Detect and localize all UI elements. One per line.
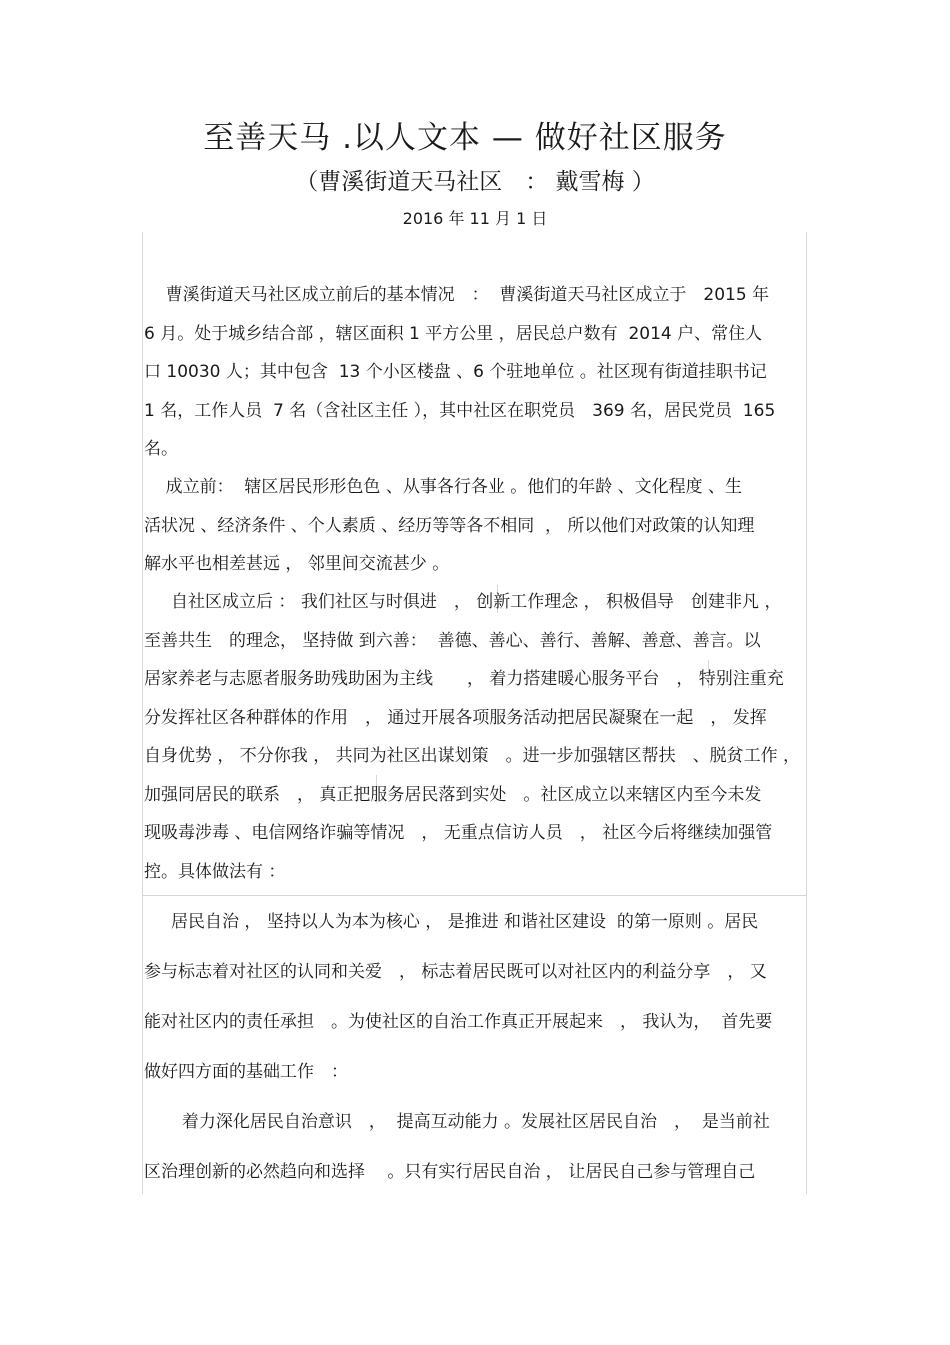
text-line: 能对社区内的责任承担 。为使社区的自治工作真正开展起来 ， 我认为， 首先要	[144, 1012, 773, 1032]
paragraph-basic-info	[144, 276, 808, 469]
text-line: 居家养老与志愿者服务助残助困为主线 ， 着力搭建暖心服务平台 ， 特别注重充	[144, 669, 784, 689]
text-line: 成立前： 辖区居民形形色色 、从事各行各业 。他们的年龄 、文化程度 、生	[144, 477, 743, 497]
text-line: 至善共生 的理念， 坚持做 到六善： 善德、善心、善行、善解、善意、善言。以	[144, 630, 761, 651]
paragraph-after	[144, 583, 808, 891]
text-line: 居民自治 ， 坚持以人为本为核心 ， 是推进 和谐社区建设 的第一原则 。居民	[144, 912, 759, 932]
paragraph-before	[144, 468, 808, 584]
text-line: 区治理创新的必然趋向和选择 。只有实行居民自治 ， 让居民自己参与管理自己	[144, 1162, 756, 1182]
text-line: 6 月。处于城乡结合部 ，辖区面积 1 平方公里 ，居民总户数有 2014 户、常住人	[144, 323, 763, 344]
text-line: 分发挥社区各种群体的作用 ， 通过开展各项服务活动把居民凝聚在一起 ， 发挥	[144, 707, 767, 728]
text-line: 做好四方面的基础工作 ：	[144, 1062, 348, 1082]
frame-line-left	[142, 232, 143, 1194]
text-line: 解水平也相差甚远 ， 邻里间交流甚少 。	[144, 554, 450, 574]
text-line: 自身优势 ， 不分你我 ， 共同为社区出谋划策 。进一步加强辖区帮扶 、脱贫工作 ，	[144, 746, 801, 766]
text-line: 现吸毒涉毒 、电信网络诈骗等情况 ， 无重点信访人员 ， 社区今后将继续加强管	[144, 823, 773, 843]
document-subtitle: （曹溪街道天马社区 ： 戴雪梅 ）	[295, 169, 655, 195]
text-line: 名。	[144, 439, 178, 459]
text-line: 控。具体做法有 ：	[144, 861, 286, 882]
paragraph-resident-autonomy	[144, 897, 808, 1097]
text-line: 曹溪街道天马社区成立前后的基本情况 ： 曹溪街道天马社区成立于 2015 年	[144, 285, 770, 305]
frame-line-horizontal	[142, 895, 806, 896]
paragraph-autonomy-awareness	[144, 1097, 808, 1197]
text-line: 活状况 、经济条件 、个人素质 、经历等等各不相同 ， 所以他们对政策的认知理	[144, 515, 755, 536]
text-line: 着力深化居民自治意识 ， 提高互动能力 。发展社区居民自治 ， 是当前社	[144, 1112, 770, 1132]
text-line: 1 名，工作人员 7 名（含社区主任 ），其中社区在职党员 369 名，居民党员 165	[144, 400, 776, 421]
document-title: 至善天马 .以人文本 — 做好社区服务	[203, 120, 727, 156]
document-date: 2016 年 11 月 1 日	[402, 209, 548, 228]
text-line: 自社区成立后 ： 我们社区与时俱进 ， 创新工作理念 ， 积极倡导 创建非凡 ，	[144, 592, 782, 612]
text-line: 口 10030 人；其中包含 13 个小区楼盘 、6 个驻地单位 。社区现有街道挂职书记	[144, 362, 767, 382]
text-line: 加强同居民的联系 ， 真正把服务居民落到实处 。社区成立以来辖区内至今未发	[144, 784, 762, 805]
text-line: 参与标志着对社区的认同和关爱 ， 标志着居民既可以对社区内的利益分享 ， 又	[144, 962, 767, 982]
